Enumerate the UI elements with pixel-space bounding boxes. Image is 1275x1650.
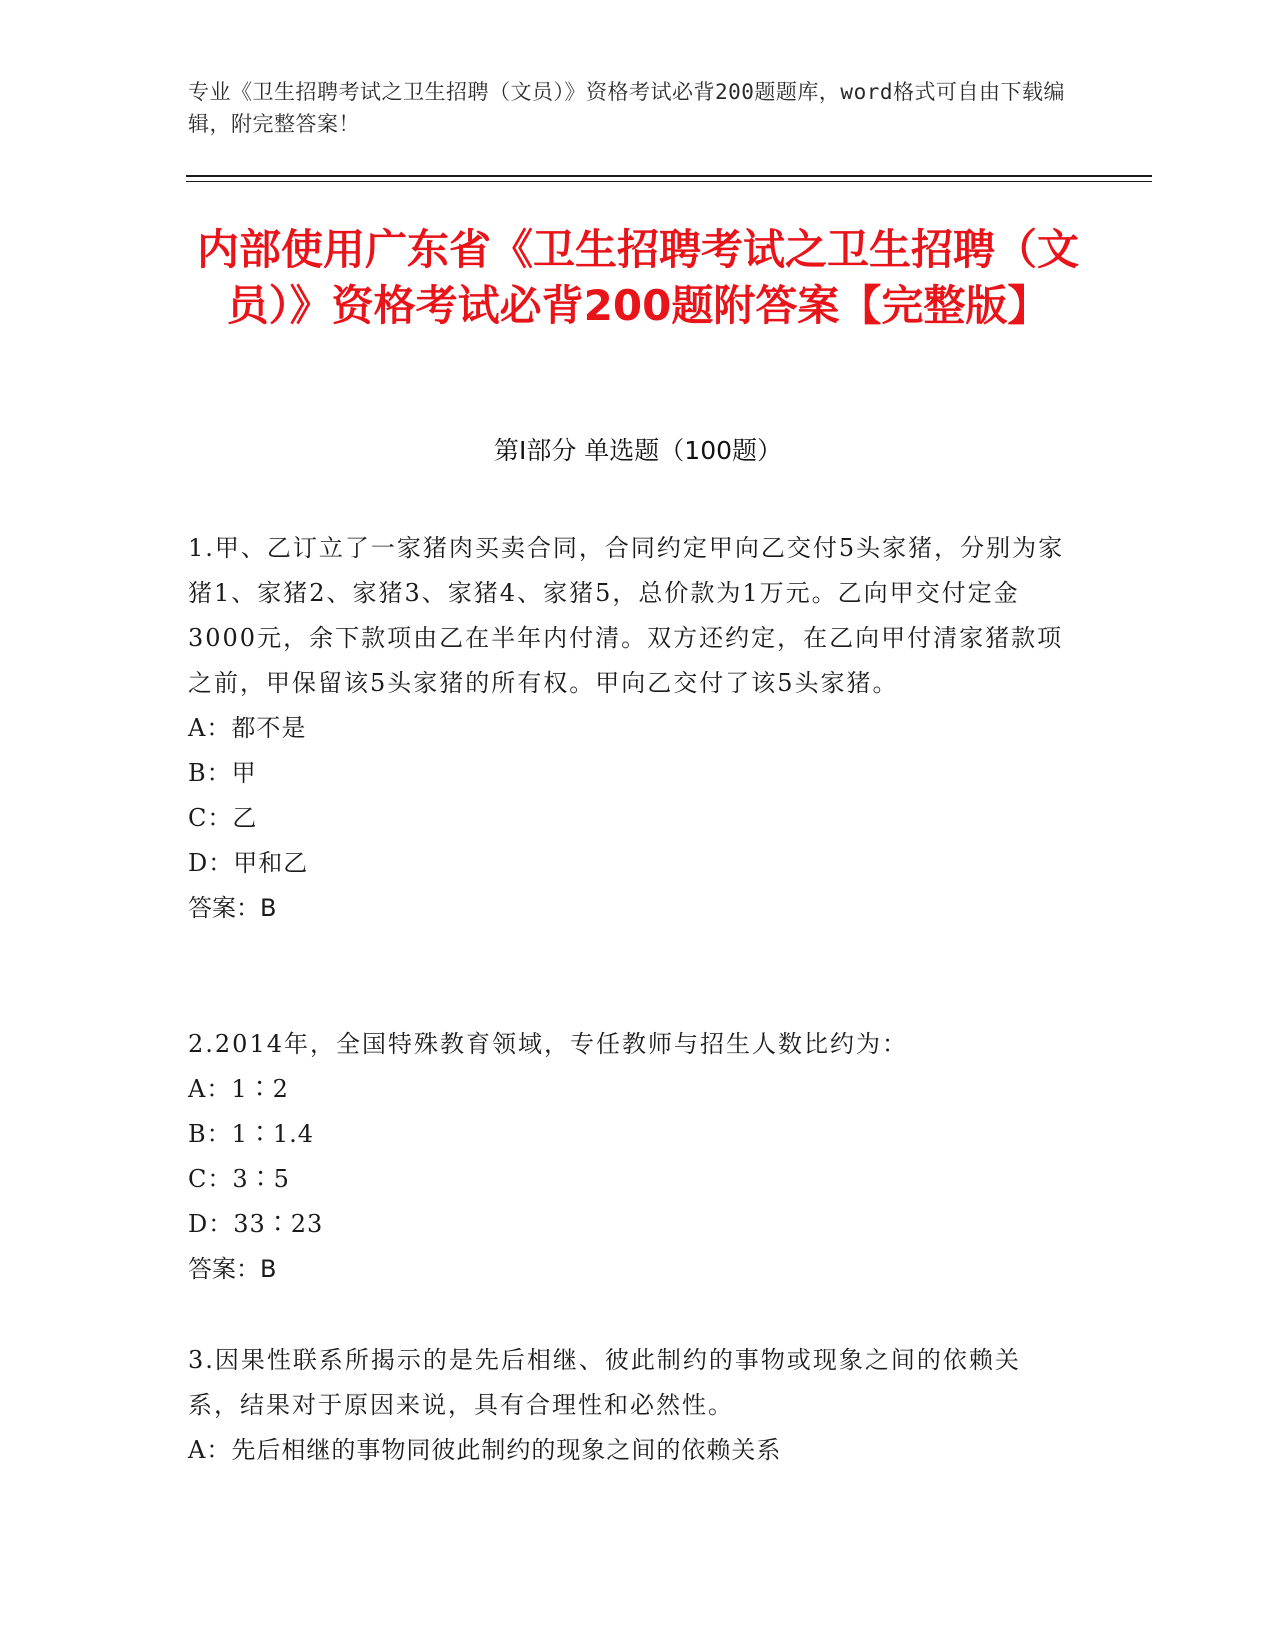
question-2 <box>188 1022 1068 1292</box>
header-rule-thick <box>186 175 1152 177</box>
question-stem: 2.2014年，全国特殊教育领域，专任教师与招生人数比约为： <box>188 1030 908 1058</box>
answer: 答案：B <box>188 1255 277 1283</box>
option-a: A：都不是 <box>188 714 307 742</box>
option-b: B：甲 <box>188 759 257 787</box>
option-d: D：33∶23 <box>188 1210 324 1238</box>
header-rule-thin <box>186 181 1152 182</box>
question-stem: 1.甲、乙订立了一家猪肉买卖合同，合同约定甲向乙交付5头家猪，分别为家猪1、家猪2、家猪3、家猪4、家猪5，总价款为1万元。乙向甲交付定金3000元，余下款项由乙在半年内付清。双方还约定，在乙向甲付清家猪款项之前，甲保留该5头家猪的所有权。甲向乙交付了该5头家猪。 <box>188 534 1065 697</box>
question-3 <box>188 1338 1068 1473</box>
question-1 <box>188 526 1068 931</box>
answer: 答案：B <box>188 894 277 922</box>
option-b: B：1∶1.4 <box>188 1120 315 1148</box>
document-title: 内部使用广东省《卫生招聘考试之卫生招聘（文员）》资格考试必背200题附答案【完整版】 <box>196 225 1079 330</box>
option-c: C：3∶5 <box>188 1165 290 1193</box>
section-title: 第Ⅰ部分 单选题（100题） <box>493 436 783 465</box>
option-c: C：乙 <box>188 804 258 832</box>
header-note: 专业《卫生招聘考试之卫生招聘（文员）》资格考试必背200题题库，word格式可自由下载编辑，附完整答案！ <box>188 80 1065 136</box>
option-a: A：先后相继的事物同彼此制约的现象之间的依赖关系 <box>188 1436 782 1464</box>
question-stem: 3.因果性联系所揭示的是先后相继、彼此制约的事物或现象之间的依赖关系，结果对于原因来说，具有合理性和必然性。 <box>188 1346 1021 1419</box>
option-d: D：甲和乙 <box>188 849 309 877</box>
option-a: A：1∶2 <box>188 1075 289 1103</box>
